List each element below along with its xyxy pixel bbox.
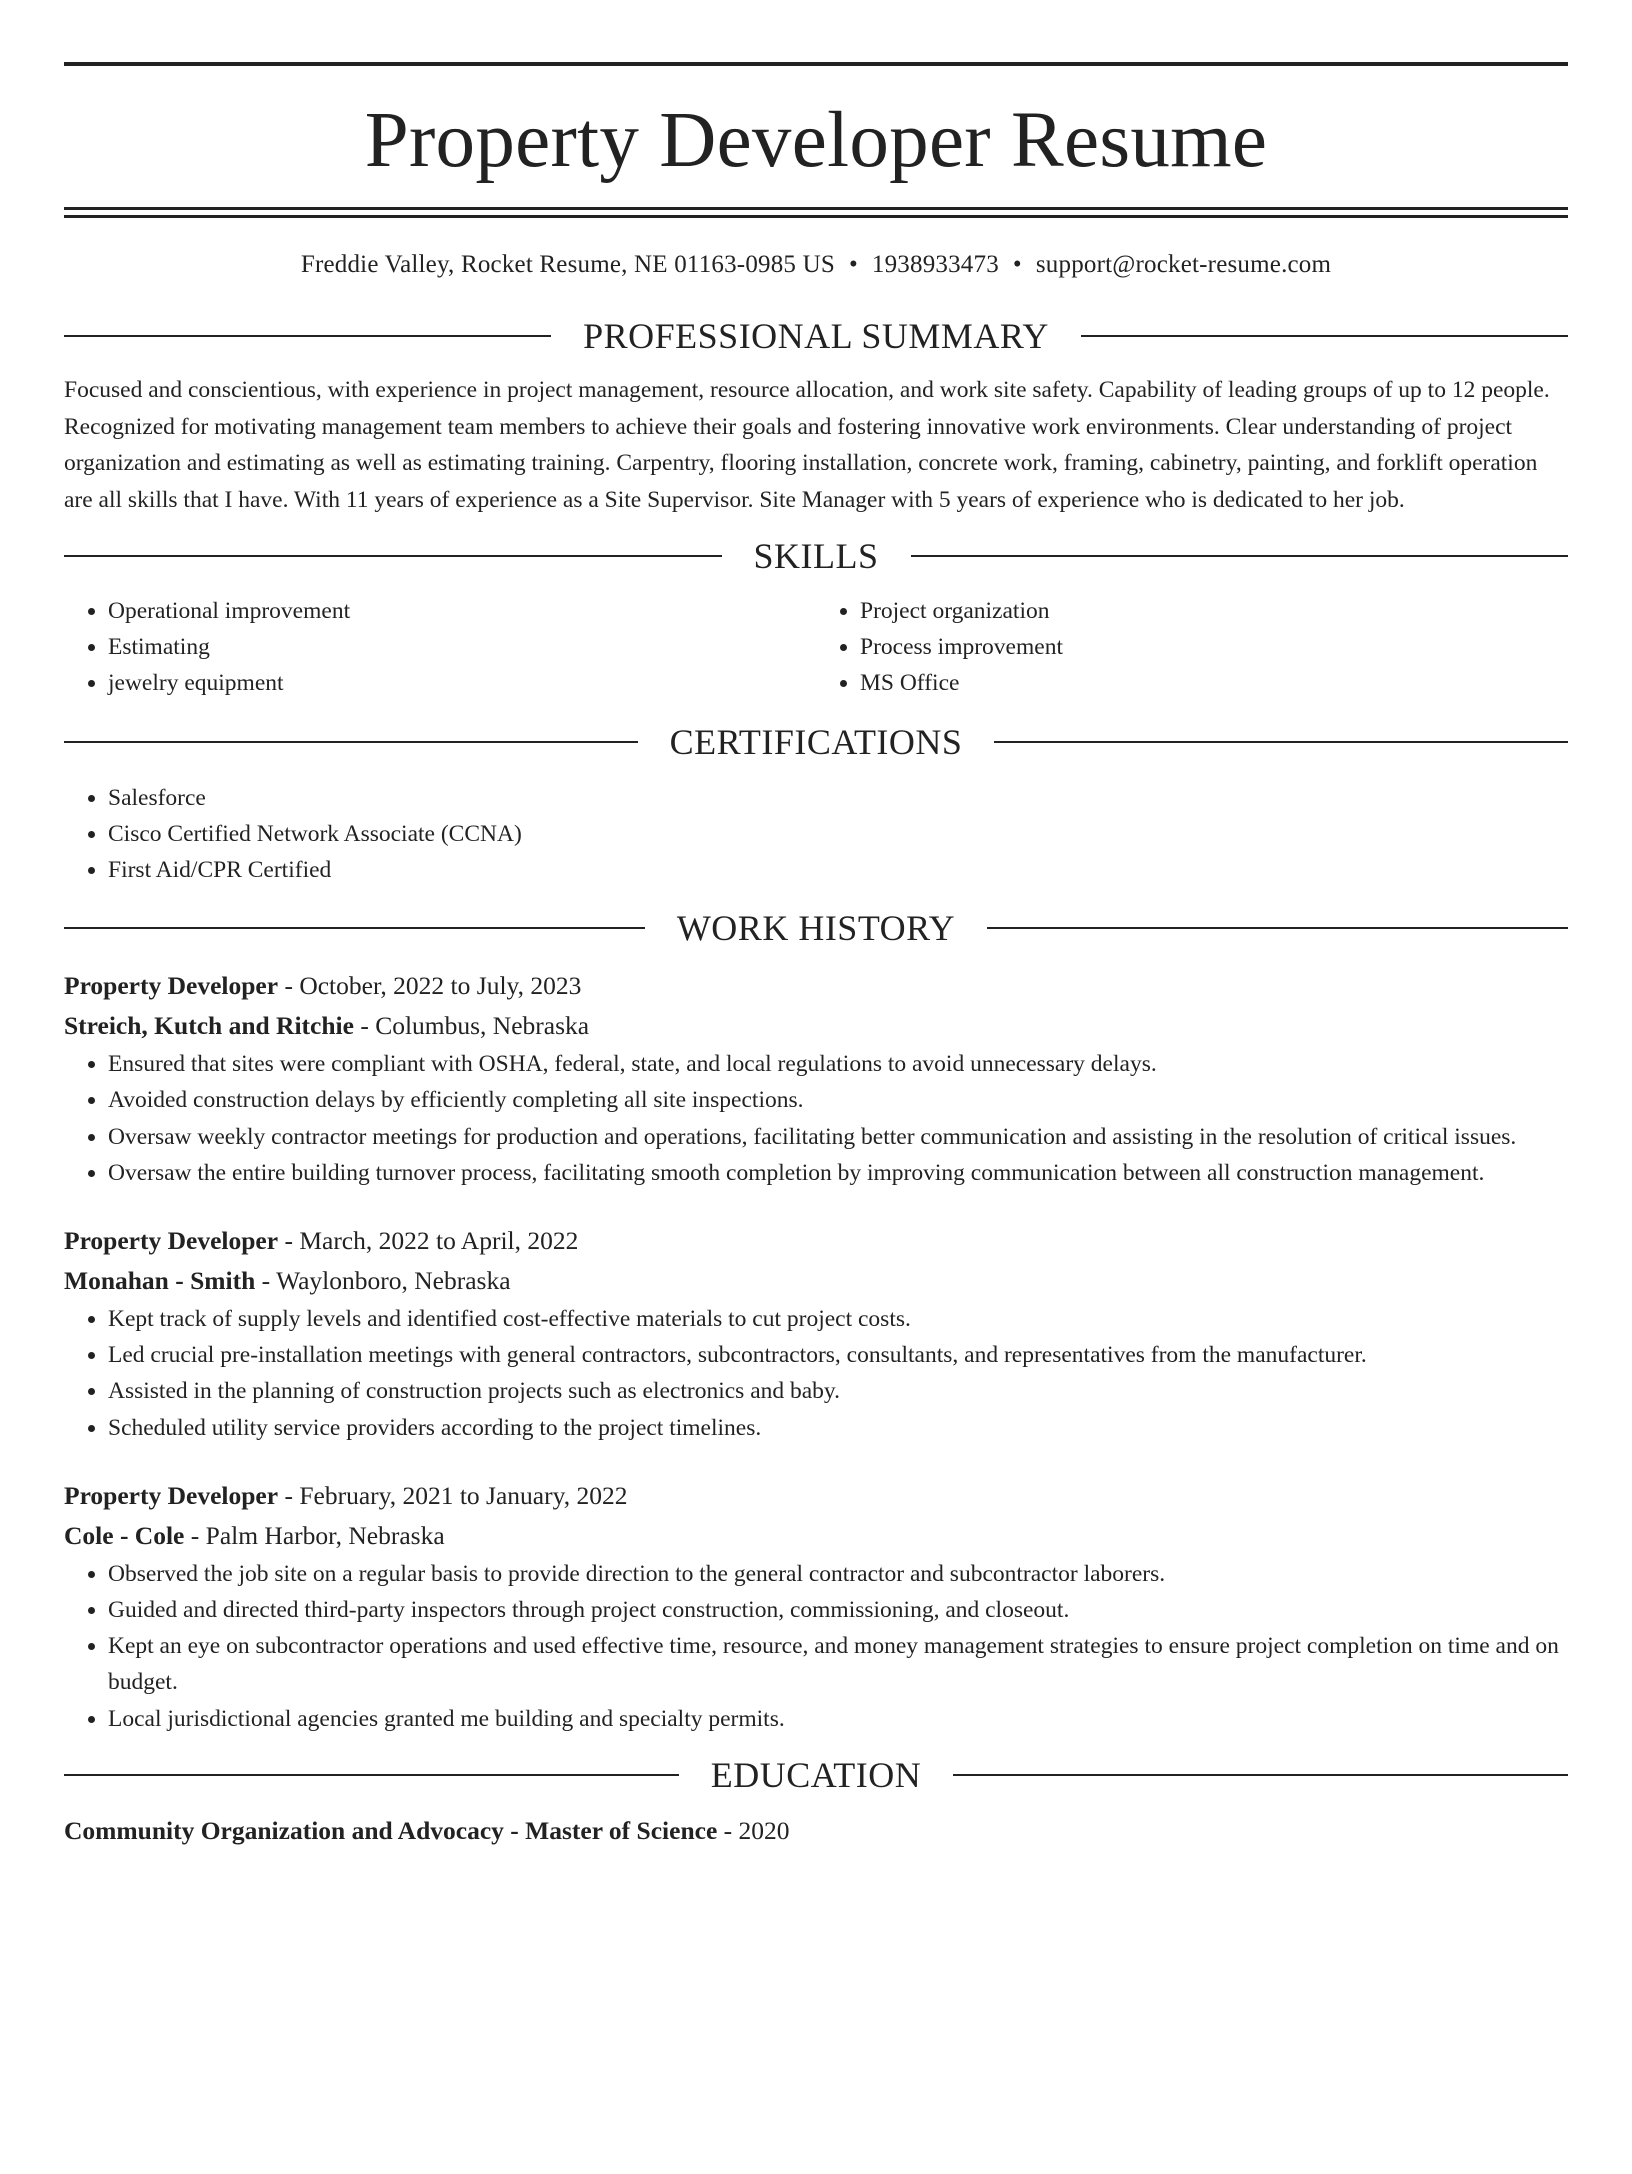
certifications-list <box>64 780 1568 889</box>
dash-separator: - <box>184 1520 206 1550</box>
section-header-work-history <box>64 904 1568 952</box>
resume-page <box>0 62 1632 2174</box>
job-title-line <box>64 1476 1568 1516</box>
job-duty-item: • Ensured that sites were compliant with OSHA, federal, state, and local regulations to avoid unnecessary delays. <box>108 1046 1568 1082</box>
skill-item: • Process improvement <box>860 629 1568 665</box>
job-duty-item: • Guided and directed third-party inspectors through project construction, commissioning, and closeout. <box>108 1592 1568 1628</box>
divider-line <box>64 741 638 743</box>
section-header-skills <box>64 532 1568 580</box>
job-title: Property Developer <box>64 1226 279 1256</box>
section-header-education <box>64 1751 1568 1799</box>
skills-list <box>64 593 1568 702</box>
divider-line <box>953 1774 1568 1776</box>
divider-line <box>64 1774 679 1776</box>
divider-line <box>1081 335 1568 337</box>
section-title-education: EDUCATION <box>710 1754 922 1795</box>
contact-email: support@rocket-resume.com <box>1035 251 1332 278</box>
education-entry <box>64 1811 1568 1851</box>
job-duty-item: • Local jurisdictional agencies granted me building and specialty permits. <box>108 1701 1568 1737</box>
dash-separator: - <box>278 1480 300 1510</box>
job-duty-item: • Oversaw the entire building turnover process, facilitating smooth completion by improving communication between all construction management. <box>108 1155 1568 1191</box>
contact-separator: • <box>1012 251 1022 278</box>
job-company: Monahan - Smith <box>64 1266 256 1296</box>
job-duty-item: • Observed the job site on a regular basis to provide direction to the general contractor and subcontractor laborers. <box>108 1556 1568 1592</box>
certification-item: • Cisco Certified Network Associate (CCNA) <box>108 816 1568 852</box>
title-bottom-double-rule <box>64 207 1568 218</box>
job-dates: February, 2021 to January, 2022 <box>299 1480 628 1510</box>
section-header-summary <box>64 312 1568 360</box>
summary-text: Focused and conscientious, with experience in project management, resource allocation, and work site safety. Capability of leading groups of up to 12 people. Recognized for motivating management team members to achieve their goals and fostering innovative work environments. Clear understanding of project organization and estimating as well as estimating training. Carpentry, flooring installation, concrete work, framing, cabinetry, painting, and forklift operation are all skills that I have. With 11 years of experience as a Site Supervisor. Site Manager with 5 years of experience who is dedicated to her job. <box>64 377 1550 513</box>
dash-separator: - <box>278 1226 300 1256</box>
skills-column-right <box>816 593 1568 702</box>
divider-line <box>994 741 1568 743</box>
skill-item: • Project organization <box>860 593 1568 629</box>
certification-item: • First Aid/CPR Certified <box>108 852 1568 888</box>
job-location: Columbus, Nebraska <box>375 1011 590 1041</box>
job-duty-item: • Assisted in the planning of construction projects such as electronics and baby. <box>108 1373 1568 1409</box>
education-degree: Community Organization and Advocacy - Master of Science <box>64 1815 718 1845</box>
job-entry <box>64 966 1568 1191</box>
skill-item: • MS Office <box>860 665 1568 701</box>
job-dates: March, 2022 to April, 2022 <box>299 1226 579 1256</box>
job-entry <box>64 1221 1568 1446</box>
section-title-certifications: CERTIFICATIONS <box>669 721 963 762</box>
job-duty-item: • Kept an eye on subcontractor operations and used effective time, resource, and money management strategies to ensure project completion on time and on budget. <box>108 1628 1568 1700</box>
job-title-line <box>64 966 1568 1006</box>
job-location: Palm Harbor, Nebraska <box>205 1520 445 1550</box>
dash-separator: - <box>278 971 300 1001</box>
dash-separator: - <box>255 1266 277 1296</box>
job-dates: October, 2022 to July, 2023 <box>299 971 582 1001</box>
education-year: 2020 <box>738 1815 790 1845</box>
job-location: Waylonboro, Nebraska <box>276 1266 511 1296</box>
contact-separator: • <box>848 251 858 278</box>
divider-line <box>987 927 1568 929</box>
section-header-certifications <box>64 718 1568 766</box>
divider-line <box>64 927 645 929</box>
section-title-skills: SKILLS <box>753 536 879 576</box>
section-title-summary: PROFESSIONAL SUMMARY <box>583 316 1049 356</box>
job-company-line <box>64 1516 1568 1556</box>
certification-item: • Salesforce <box>108 780 1568 816</box>
job-title-line <box>64 1221 1568 1261</box>
dash-separator: - <box>353 1011 376 1041</box>
job-company: Cole - Cole <box>64 1520 185 1550</box>
skills-column-left <box>64 593 816 702</box>
contact-phone: 1938933473 <box>871 251 999 278</box>
job-company-line <box>64 1261 1568 1301</box>
divider-line <box>64 555 722 557</box>
resume-title: Property Developer Resume <box>364 97 1268 184</box>
skill-item: • jewelry equipment <box>108 665 816 701</box>
dash-separator: - <box>717 1815 739 1845</box>
job-duty-item: • Oversaw weekly contractor meetings for production and operations, facilitating better communication and assisting in the resolution of critical issues. <box>108 1119 1568 1155</box>
job-company-line <box>64 1006 1568 1046</box>
job-title: Property Developer <box>64 1480 279 1510</box>
job-title: Property Developer <box>64 971 279 1001</box>
job-duty-item: • Scheduled utility service providers according to the project timelines. <box>108 1410 1568 1446</box>
skill-item: • Estimating <box>108 629 816 665</box>
divider-line <box>911 555 1569 557</box>
job-duty-item: • Kept track of supply levels and identified cost-effective materials to cut project costs. <box>108 1301 1568 1337</box>
job-duty-item: • Led crucial pre-installation meetings with general contractors, subcontractors, consultants, and representatives from the manufacturer. <box>108 1337 1568 1373</box>
job-duties-list <box>64 1046 1568 1191</box>
job-company: Streich, Kutch and Ritchie <box>64 1011 354 1041</box>
skill-item: • Operational improvement <box>108 593 816 629</box>
job-duties-list <box>64 1556 1568 1737</box>
contact-address: Freddie Valley, Rocket Resume, NE 01163-0985 US <box>300 251 835 278</box>
divider-line <box>64 335 551 337</box>
section-title-work-history: WORK HISTORY <box>676 908 956 949</box>
title-top-rule <box>64 62 1568 66</box>
contact-line <box>64 250 1568 280</box>
job-duties-list <box>64 1301 1568 1446</box>
job-duty-item: • Avoided construction delays by efficiently completing all site inspections. <box>108 1082 1568 1118</box>
job-entry <box>64 1476 1568 1737</box>
